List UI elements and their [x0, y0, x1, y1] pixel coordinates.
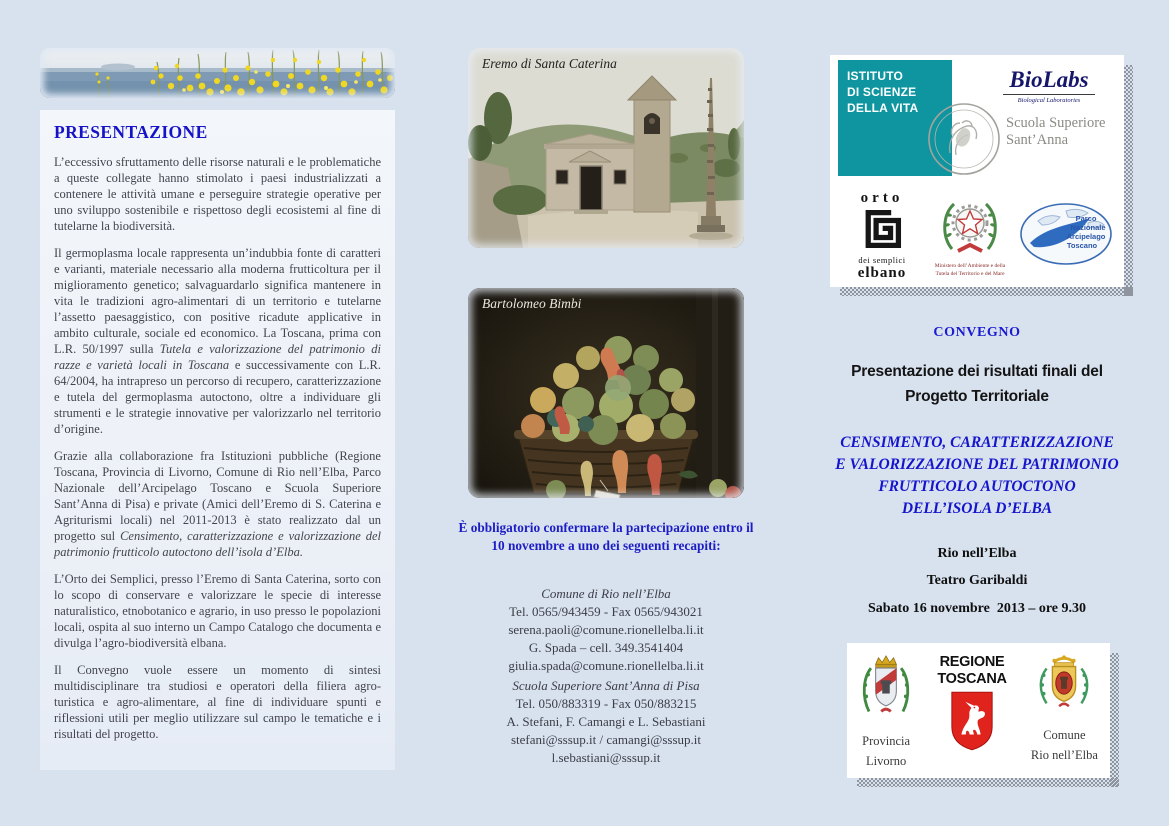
contact-santanna	[452, 677, 760, 767]
contact2-phone: Tel. 050/883319 - Fax 050/883215	[515, 695, 697, 711]
parco-text-line2: Nazionale	[1070, 223, 1106, 232]
presentation-paragraph-1: L’eccessivo sfruttamento delle risorse naturali e le problematiche a queste collegate hanno stimolato i paesi industrializzati a contenere le attività umane e perseguire strategie operative per uno sviluppo sostenibile e rispettoso degli ecosistemi al fine di tutelarne la biodiversità.	[54, 155, 381, 233]
biolabs-logo	[980, 67, 1118, 104]
event-title: Presentazione dei risultati finali del Progetto Territoriale	[851, 363, 1103, 405]
presentation-panel	[40, 110, 395, 770]
biolabs-wordmark: BioLabs	[1003, 67, 1094, 95]
venue-town: Rio nell’Elba	[937, 546, 1017, 561]
presentation-title: PRESENTAZIONE	[54, 122, 208, 142]
comune-rio-nellelba-logo	[1031, 653, 1098, 768]
contact1-phone: Tel. 0565/943459 - Fax 0565/943021	[509, 603, 703, 619]
regione-label-2: TOSCANA	[937, 670, 1007, 687]
provincia-livorno-crest-icon	[859, 653, 913, 719]
contact2-name: Scuola Superiore Sant’Anna di Pisa	[512, 678, 700, 693]
ministero-ambiente-logo: Ministero dell’Ambiente e della Tutela del Territorio e del Mare	[932, 195, 1008, 278]
photo2-caption: Bartolomeo Bimbi	[482, 296, 582, 311]
comune-crest-icon	[1033, 653, 1095, 713]
parco-arcipelago-toscano-logo	[1018, 201, 1114, 267]
box-shadow-right	[1110, 653, 1119, 787]
contact1-email-1: serena.paoli@comune.rionellelba.li.it	[508, 621, 704, 637]
contact1-cell: G. Spada – cell. 349.3541404	[528, 639, 684, 655]
participation-notice: È obbligatorio confermare la partecipazione entro il 10 novembre a uno dei seguenti recapiti:	[458, 520, 754, 553]
istituto-scienze-vita-logo: ISTITUTO DI SCIENZE DELLA VITA	[838, 60, 952, 176]
contact1-name: Comune di Rio nell’Elba	[541, 586, 671, 601]
comune-label-2: Rio nell’Elba	[1030, 747, 1098, 762]
biolabs-subtitle: Biological Laboratories	[1017, 97, 1081, 104]
institutional-logos-box	[847, 643, 1110, 778]
box-shadow-bottom	[857, 778, 1119, 787]
provincia-livorno-logo	[859, 653, 913, 774]
convegno-heading: CONVEGNO	[933, 325, 1021, 340]
partner-logos-box	[830, 55, 1124, 287]
pegasus-shield-icon	[948, 690, 996, 752]
contact2-email-1: stefani@sssup.it / camangi@sssup.it	[510, 731, 702, 747]
hermitage-photo	[468, 48, 744, 248]
provincia-label-2: Livorno	[865, 753, 907, 768]
santanna-wordmark: Scuola Superiore Sant’Anna	[1006, 115, 1106, 149]
broom-flowers-banner-photo	[40, 48, 395, 98]
contact1-email-2: giulia.spada@comune.rionellelba.li.it	[508, 657, 704, 673]
presentation-paragraph-3: Grazie alla collaborazione fra Istituzioni pubbliche (Regione Toscana, Provincia di Livorno, Comune di Rio nell’Elba, Parco Nazionale dell’Arcipelago Toscano e Scuola Superiore Sant’Anna di Pisa) e private (Amici dell’Eremo di S. Caterina e Agriturismi locali) nel 2011-2013 è stato realizzato dal un progetto sul Censimento, caratterizzazione e valorizzazione del patrimonio frutticolo autoctono dell’isola d’Elba.	[54, 449, 381, 559]
comune-label-1: Comune	[1043, 728, 1086, 742]
parco-text-line1: Parco	[1075, 214, 1097, 223]
regione-toscana-logo	[937, 653, 1006, 757]
fruit-still-life-illustration	[468, 288, 744, 498]
photo1-caption: Eremo di Santa Caterina	[482, 56, 617, 71]
still-life-photo	[468, 288, 744, 498]
church-illustration	[468, 48, 744, 248]
orto-spiral-icon	[861, 208, 903, 250]
broom-flowers-illustration	[40, 48, 395, 98]
project-subject: CENSIMENTO, CARATTERIZZAZIONE E VALORIZZAZIONE DEL PATRIMONIO FRUTTICOLO AUTOCTONO DELL’ISOLA D’ELBA	[835, 434, 1119, 517]
presentation-paragraph-2: Il germoplasma locale rappresenta un’indubbia fonte di caratteri e varianti, materiale necessario alla moderna frutticoltura per il miglioramento genetico; salvaguardarlo significa mantenere in vita le tradizioni agro-alimentari di un territorio e tutelarne l’assetto paesaggistico, con positive ricadute applicative in ambito culturale, sociale ed economico. La Toscana, prima con L.R. 50/1997 sulla Tutela e valorizzazione del patrimonio di razze e varietà locali in Toscana e successivamente con L.R. 64/2004, ha intrapreso un percorso di recupero, caratterizzazione e tutela del germoplasma autoctono, oltre a individuare gli strumenti e le strategie innovative per valorizzarlo nel territorio d’origine.	[54, 246, 381, 436]
regione-label-1: REGIONE	[939, 654, 1005, 670]
orto-dei-semplici-logo: orto dei semplici elbano	[857, 190, 907, 282]
santanna-emblem-icon	[926, 101, 1002, 177]
presentation-paragraph-5: Il Convegno vuole essere un momento di sintesi multidisciplinare tra studiosi e operatori della filiera agro-turistica e agro-alimentare, al fine di individuare spunti e riflessioni utili per meglio utilizzare sul campo le tematiche e i risultati del progetto.	[54, 663, 381, 741]
venue-details	[830, 540, 1124, 622]
contact-comune-rio	[452, 585, 760, 675]
provincia-label-1: Provincia	[862, 734, 911, 748]
contact2-people: A. Stefani, F. Camangi e L. Sebastiani	[506, 713, 706, 729]
venue-theatre: Teatro Garibaldi	[926, 573, 1028, 589]
presentation-paragraph-4: L’Orto dei Semplici, presso l’Eremo di Santa Caterina, sorto con lo scopo di conservare e valorizzare le specie di interesse naturalistico, etnobotanico e agrario, in uso presso le popolazioni locali, ospita al suo interno un Campo Catalogo che documenta e divulga l’agro-biodiversità elbana.	[54, 572, 381, 650]
parco-text-line3: Arcipelago	[1066, 232, 1106, 241]
box-shadow-right	[1124, 65, 1133, 296]
box-shadow-bottom	[840, 287, 1133, 296]
contact2-email-2: l.sebastiani@sssup.it	[551, 749, 661, 765]
venue-date: Sabato 16 novembre 2013 – ore 9.30	[867, 600, 1087, 616]
parco-text-line4: Toscano	[1066, 241, 1098, 250]
italy-emblem-icon	[938, 195, 1002, 257]
